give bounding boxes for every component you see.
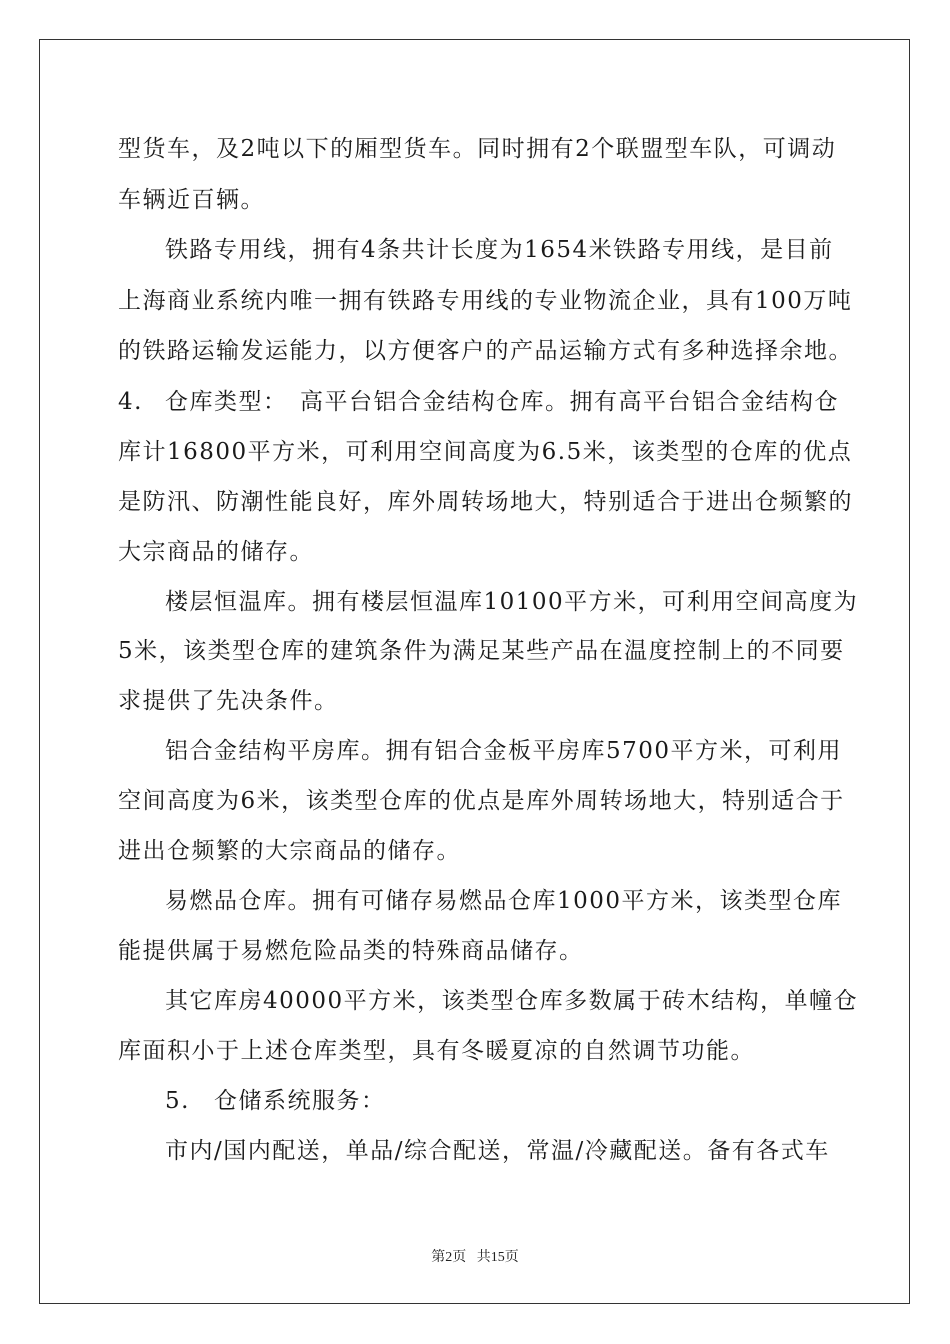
- text-line: 能提供属于易燃危险品类的特殊商品储存。: [118, 938, 584, 964]
- text-line: 铝合金结构平房库。拥有铝合金板平房库5700平方米，可利用: [165, 738, 843, 764]
- text-line: 楼层恒温库。拥有楼层恒温库10100平方米，可利用空间高度为: [165, 589, 859, 615]
- section-title: 仓库类型：: [165, 389, 288, 415]
- text-line: 型货车，及2吨以下的厢型货车。同时拥有2个联盟型车队，可调动: [118, 136, 837, 162]
- text-line: 库面积小于上述仓库类型，具有冬暖夏凉的自然调节功能。: [118, 1038, 755, 1064]
- text-line: 市内/国内配送，单品/综合配送，常温/冷藏配送。备有各式车: [165, 1138, 830, 1164]
- section-title: 仓储系统服务：: [214, 1088, 386, 1114]
- text-line: 5米，该类型仓库的建筑条件为满足某些产品在温度控制上的不同要: [118, 638, 845, 664]
- section-number: 5.: [165, 1088, 190, 1114]
- text-line: 求提供了先决条件。: [118, 688, 339, 714]
- section-text: 高平台铝合金结构仓库。拥有高平台铝合金结构仓: [300, 389, 839, 415]
- text-line: 铁路专用线，拥有4条共计长度为1654米铁路专用线，是目前: [165, 237, 834, 263]
- page-number: 第2页: [431, 1250, 467, 1265]
- text-line: 上海商业系统内唯一拥有铁路专用线的专业物流企业，具有100万吨: [118, 288, 853, 314]
- text-line: 是防汛、防潮性能良好，库外周转场地大，特别适合于进出仓频繁的: [118, 489, 853, 515]
- text-line: 易燃品仓库。拥有可储存易燃品仓库1000平方米，该类型仓库: [165, 888, 843, 914]
- text-line: 其它库房40000平方米，该类型仓库多数属于砖木结构，单幢仓: [165, 988, 859, 1014]
- text-line: 进出仓频繁的大宗商品的储存。: [118, 838, 461, 864]
- text-line: 大宗商品的储存。: [118, 539, 314, 565]
- text-line: 车辆近百辆。: [118, 187, 265, 213]
- page-total: 共15页: [476, 1250, 519, 1265]
- page-footer: [0, 1246, 950, 1266]
- text-line: 库计16800平方米，可利用空间高度为6.5米，该类型的仓库的优点: [118, 439, 853, 465]
- section-number: 4.: [118, 389, 143, 415]
- text-line: 的铁路运输发运能力，以方便客户的产品运输方式有多种选择余地。: [118, 338, 853, 364]
- text-line: 空间高度为6米，该类型仓库的优点是库外周转场地大，特别适合于: [118, 788, 845, 814]
